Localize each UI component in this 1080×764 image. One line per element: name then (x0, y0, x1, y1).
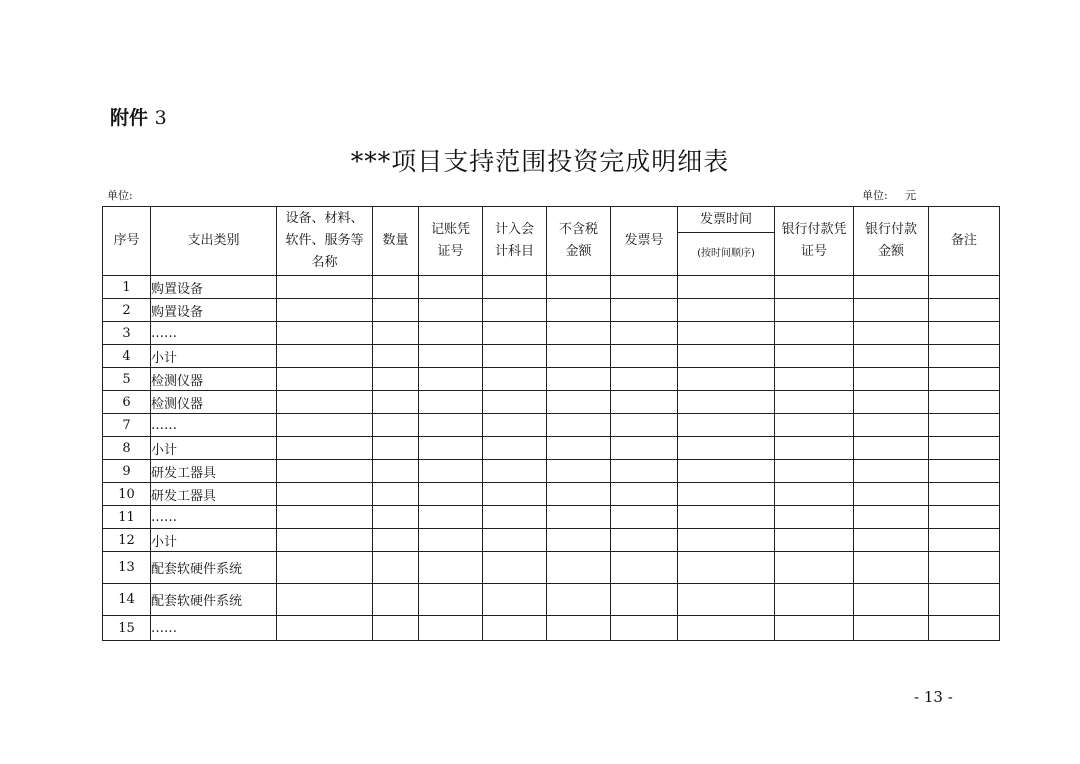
empty-cell (373, 616, 419, 641)
table-row (103, 345, 1000, 368)
row-seq: 1 (103, 276, 151, 299)
attachment-text: 附件 (110, 107, 149, 129)
empty-cell (277, 584, 373, 616)
row-category: 配套软硬件系统 (151, 584, 277, 616)
empty-cell (419, 506, 483, 529)
empty-cell (611, 529, 678, 552)
header-invoice-no: 发票号 (611, 207, 678, 276)
empty-cell (277, 437, 373, 460)
empty-cell (775, 299, 854, 322)
empty-cell (483, 414, 547, 437)
empty-cell (547, 437, 611, 460)
empty-cell (277, 299, 373, 322)
empty-cell (547, 368, 611, 391)
page-number: - 13 - (914, 688, 953, 706)
row-category: 检测仪器 (151, 391, 277, 414)
unit-currency: 元 (905, 189, 917, 202)
empty-cell (678, 483, 775, 506)
empty-cell (373, 345, 419, 368)
empty-cell (483, 299, 547, 322)
empty-cell (929, 391, 1000, 414)
table-row (103, 506, 1000, 529)
empty-cell (419, 552, 483, 584)
empty-cell (277, 616, 373, 641)
empty-cell (483, 552, 547, 584)
empty-cell (419, 276, 483, 299)
empty-cell (419, 391, 483, 414)
empty-cell (775, 368, 854, 391)
row-category: …… (151, 506, 277, 529)
empty-cell (419, 322, 483, 345)
table-row (103, 414, 1000, 437)
empty-cell (611, 299, 678, 322)
empty-cell (678, 299, 775, 322)
empty-cell (373, 584, 419, 616)
empty-cell (775, 616, 854, 641)
header-amount: 不含税金额 (547, 207, 611, 276)
empty-cell (775, 460, 854, 483)
row-category: …… (151, 414, 277, 437)
empty-cell (678, 345, 775, 368)
empty-cell (854, 414, 929, 437)
empty-cell (611, 276, 678, 299)
empty-cell (929, 322, 1000, 345)
empty-cell (373, 299, 419, 322)
empty-cell (678, 460, 775, 483)
empty-cell (419, 414, 483, 437)
table-row (103, 616, 1000, 641)
attachment-label (110, 103, 167, 130)
table-row (103, 437, 1000, 460)
empty-cell (929, 437, 1000, 460)
empty-cell (678, 414, 775, 437)
empty-cell (611, 322, 678, 345)
empty-cell (419, 345, 483, 368)
empty-cell (929, 368, 1000, 391)
empty-cell (775, 437, 854, 460)
empty-cell (419, 299, 483, 322)
empty-cell (419, 368, 483, 391)
empty-cell (854, 345, 929, 368)
empty-cell (611, 437, 678, 460)
attachment-number: 3 (154, 107, 167, 129)
row-seq: 15 (103, 616, 151, 641)
empty-cell (547, 276, 611, 299)
empty-cell (929, 529, 1000, 552)
empty-cell (854, 391, 929, 414)
empty-cell (547, 414, 611, 437)
header-seq: 序号 (103, 207, 151, 276)
empty-cell (483, 391, 547, 414)
header-invoice-time-note: (按时间顺序) (678, 233, 775, 276)
row-seq: 10 (103, 483, 151, 506)
empty-cell (373, 414, 419, 437)
empty-cell (483, 322, 547, 345)
empty-cell (678, 529, 775, 552)
header-category: 支出类别 (151, 207, 277, 276)
empty-cell (611, 506, 678, 529)
empty-cell (419, 437, 483, 460)
table-row (103, 460, 1000, 483)
empty-cell (678, 276, 775, 299)
empty-cell (373, 552, 419, 584)
empty-cell (277, 529, 373, 552)
empty-cell (678, 437, 775, 460)
page-title: ***项目支持范围投资完成明细表 (350, 147, 730, 176)
empty-cell (277, 460, 373, 483)
empty-cell (373, 391, 419, 414)
unit-right (862, 187, 916, 203)
empty-cell (929, 299, 1000, 322)
table-row (103, 529, 1000, 552)
empty-cell (775, 584, 854, 616)
row-category: 小计 (151, 437, 277, 460)
row-seq: 9 (103, 460, 151, 483)
empty-cell (547, 552, 611, 584)
empty-cell (929, 483, 1000, 506)
unit-left-label: 单位: (107, 189, 133, 202)
row-seq: 8 (103, 437, 151, 460)
empty-cell (611, 616, 678, 641)
empty-cell (611, 345, 678, 368)
empty-cell (854, 483, 929, 506)
empty-cell (277, 483, 373, 506)
empty-cell (775, 414, 854, 437)
row-seq: 5 (103, 368, 151, 391)
empty-cell (483, 529, 547, 552)
header-remark: 备注 (929, 207, 1000, 276)
header-quantity: 数量 (373, 207, 419, 276)
table-row (103, 276, 1000, 299)
empty-cell (854, 322, 929, 345)
empty-cell (611, 414, 678, 437)
empty-cell (547, 299, 611, 322)
row-category: …… (151, 322, 277, 345)
empty-cell (929, 584, 1000, 616)
empty-cell (483, 460, 547, 483)
empty-cell (611, 460, 678, 483)
header-account: 计入会计科目 (483, 207, 547, 276)
empty-cell (929, 345, 1000, 368)
empty-cell (373, 483, 419, 506)
empty-cell (547, 391, 611, 414)
empty-cell (277, 552, 373, 584)
empty-cell (419, 460, 483, 483)
empty-cell (854, 552, 929, 584)
empty-cell (678, 584, 775, 616)
empty-cell (929, 460, 1000, 483)
row-category: 小计 (151, 529, 277, 552)
empty-cell (854, 584, 929, 616)
empty-cell (547, 460, 611, 483)
table-row (103, 552, 1000, 584)
empty-cell (277, 506, 373, 529)
empty-cell (775, 345, 854, 368)
row-category: 小计 (151, 345, 277, 368)
empty-cell (854, 437, 929, 460)
table-body (103, 276, 1000, 641)
table-row (103, 483, 1000, 506)
empty-cell (373, 529, 419, 552)
empty-cell (547, 322, 611, 345)
row-seq: 6 (103, 391, 151, 414)
empty-cell (678, 552, 775, 584)
empty-cell (929, 506, 1000, 529)
header-name: 设备、材料、软件、服务等名称 (277, 207, 373, 276)
header-bank-voucher: 银行付款凭证号 (775, 207, 854, 276)
empty-cell (854, 529, 929, 552)
empty-cell (373, 276, 419, 299)
empty-cell (611, 552, 678, 584)
empty-cell (929, 414, 1000, 437)
empty-cell (775, 391, 854, 414)
empty-cell (277, 368, 373, 391)
empty-cell (775, 322, 854, 345)
empty-cell (483, 345, 547, 368)
empty-cell (547, 584, 611, 616)
row-category: 购置设备 (151, 299, 277, 322)
empty-cell (419, 616, 483, 641)
empty-cell (854, 506, 929, 529)
row-seq: 13 (103, 552, 151, 584)
empty-cell (775, 552, 854, 584)
empty-cell (483, 616, 547, 641)
empty-cell (483, 584, 547, 616)
row-category: 检测仪器 (151, 368, 277, 391)
empty-cell (373, 506, 419, 529)
row-seq: 2 (103, 299, 151, 322)
empty-cell (483, 506, 547, 529)
row-seq: 7 (103, 414, 151, 437)
empty-cell (854, 368, 929, 391)
empty-cell (775, 529, 854, 552)
table-row (103, 299, 1000, 322)
row-category: 配套软硬件系统 (151, 552, 277, 584)
empty-cell (611, 483, 678, 506)
header-bank-amount: 银行付款金额 (854, 207, 929, 276)
row-category: …… (151, 616, 277, 641)
row-category: 购置设备 (151, 276, 277, 299)
empty-cell (373, 322, 419, 345)
empty-cell (929, 276, 1000, 299)
empty-cell (775, 483, 854, 506)
empty-cell (611, 368, 678, 391)
empty-cell (678, 616, 775, 641)
empty-cell (678, 368, 775, 391)
row-seq: 11 (103, 506, 151, 529)
empty-cell (277, 322, 373, 345)
empty-cell (854, 616, 929, 641)
empty-cell (419, 483, 483, 506)
empty-cell (483, 368, 547, 391)
empty-cell (547, 529, 611, 552)
empty-cell (547, 616, 611, 641)
empty-cell (483, 276, 547, 299)
empty-cell (929, 552, 1000, 584)
empty-cell (854, 276, 929, 299)
empty-cell (277, 391, 373, 414)
empty-cell (611, 391, 678, 414)
header-invoice-time: 发票时间 (678, 207, 775, 233)
empty-cell (854, 299, 929, 322)
row-category: 研发工器具 (151, 483, 277, 506)
empty-cell (419, 584, 483, 616)
table-row (103, 584, 1000, 616)
row-seq: 4 (103, 345, 151, 368)
investment-detail-table (102, 206, 1000, 641)
empty-cell (547, 506, 611, 529)
empty-cell (547, 345, 611, 368)
empty-cell (678, 391, 775, 414)
header-voucher: 记账凭证号 (419, 207, 483, 276)
empty-cell (611, 584, 678, 616)
empty-cell (483, 437, 547, 460)
row-category: 研发工器具 (151, 460, 277, 483)
row-seq: 14 (103, 584, 151, 616)
table-row (103, 391, 1000, 414)
row-seq: 3 (103, 322, 151, 345)
empty-cell (373, 460, 419, 483)
empty-cell (929, 616, 1000, 641)
empty-cell (419, 529, 483, 552)
table-row (103, 322, 1000, 345)
empty-cell (775, 506, 854, 529)
table-row (103, 368, 1000, 391)
empty-cell (483, 483, 547, 506)
empty-cell (678, 506, 775, 529)
empty-cell (547, 483, 611, 506)
empty-cell (854, 460, 929, 483)
empty-cell (373, 437, 419, 460)
unit-right-label: 单位: (862, 189, 888, 202)
empty-cell (678, 322, 775, 345)
empty-cell (373, 368, 419, 391)
empty-cell (277, 345, 373, 368)
empty-cell (277, 276, 373, 299)
empty-cell (775, 276, 854, 299)
empty-cell (277, 414, 373, 437)
row-seq: 12 (103, 529, 151, 552)
